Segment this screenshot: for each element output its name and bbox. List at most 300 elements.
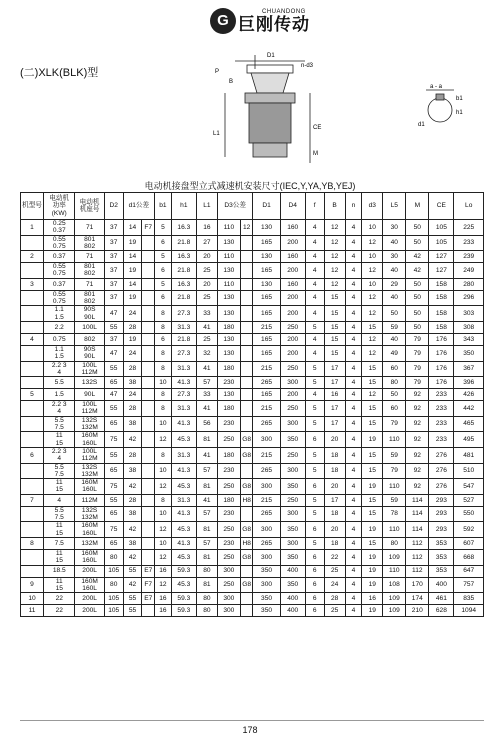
table-cell: 55 (104, 361, 123, 377)
table-cell: 233 (429, 432, 454, 448)
table-cell: 230 (217, 506, 240, 522)
table-cell: 5 (305, 416, 324, 432)
table-cell (21, 506, 44, 522)
table-cell: 42 (123, 522, 142, 538)
table-cell: 4 (305, 251, 324, 263)
table-cell: 15 (362, 377, 383, 389)
table-cell: 250 (280, 361, 305, 377)
table-cell: 12 (155, 549, 172, 565)
table-cell: 293 (429, 522, 454, 538)
table-cell: 250 (280, 447, 305, 463)
table-cell: 112 (406, 565, 429, 577)
table-cell: H8 (240, 537, 253, 549)
table-cell: 42 (123, 479, 142, 495)
header-frame: 电动机 机座号 (75, 193, 104, 220)
header-n: n (345, 193, 362, 220)
table-row (21, 235, 484, 251)
table-cell: 215 (253, 447, 280, 463)
table-cell: 12 (362, 345, 383, 361)
table-cell: F7 (142, 577, 155, 593)
table-cell: 0.37 (44, 278, 75, 290)
table-cell: 400 (429, 577, 454, 593)
table-cell: 426 (454, 389, 484, 401)
table-cell: 24 (123, 306, 142, 322)
table-cell: 21.8 (171, 290, 196, 306)
header-lo: Lo (454, 193, 484, 220)
table-cell (21, 565, 44, 577)
table-cell: 2.2 (44, 321, 75, 333)
table-cell: 109 (383, 593, 406, 605)
table-cell (21, 306, 44, 322)
table-cell: 41.3 (171, 537, 196, 549)
table-cell: 293 (429, 506, 454, 522)
table-cell: 300 (253, 549, 280, 565)
table-cell: 41.3 (171, 506, 196, 522)
table-row (21, 389, 484, 401)
table-cell: 4 (345, 416, 362, 432)
table-header-row (21, 193, 484, 220)
table-cell: 353 (429, 537, 454, 549)
table-cell: 1.1 1.5 (44, 306, 75, 322)
table-cell: 37 (104, 290, 123, 306)
table-cell: 510 (454, 463, 484, 479)
header-d2: D2 (104, 193, 123, 220)
label-p: P (215, 69, 220, 75)
table-cell: 45.3 (171, 577, 196, 593)
table-cell: 15 (362, 447, 383, 463)
table-cell: 300 (280, 377, 305, 389)
table-row (21, 333, 484, 345)
table-cell: 33 (196, 389, 217, 401)
table-cell (21, 432, 44, 448)
table-cell: 59.3 (171, 605, 196, 617)
table-cell: 265 (253, 537, 280, 549)
table-cell: 4 (345, 463, 362, 479)
table-cell (240, 565, 253, 577)
table-cell (240, 605, 253, 617)
table-cell: 92 (406, 463, 429, 479)
table-row (21, 251, 484, 263)
table-cell (142, 506, 155, 522)
table-cell (142, 333, 155, 345)
table-cell: 165 (253, 235, 280, 251)
table-cell: 75 (104, 522, 123, 538)
table-cell: E7 (142, 565, 155, 577)
table-cell: 12 (155, 522, 172, 538)
table-cell: 27.3 (171, 389, 196, 401)
table-cell: 130 (253, 251, 280, 263)
table-cell: 1.5 (44, 389, 75, 401)
table-cell (21, 290, 44, 306)
table-cell: 92 (406, 389, 429, 401)
table-cell: 481 (454, 447, 484, 463)
table-row (21, 321, 484, 333)
table-cell: 200 (280, 235, 305, 251)
table-cell: 250 (217, 432, 240, 448)
table-cell: 4 (345, 593, 362, 605)
table-cell: 92 (406, 432, 429, 448)
table-cell: 0.55 0.75 (44, 235, 75, 251)
table-cell: 75 (104, 479, 123, 495)
table-cell: 20 (324, 432, 345, 448)
table-cell: 28 (123, 321, 142, 333)
table-cell: G8 (240, 447, 253, 463)
table-cell (21, 345, 44, 361)
label-h1: h1 (456, 110, 463, 116)
table-cell: 132S 132M (75, 416, 104, 432)
table-cell: 607 (454, 537, 484, 549)
table-cell: 81 (196, 479, 217, 495)
table-cell: 4 (305, 235, 324, 251)
table-cell: 2.2 3 4 (44, 361, 75, 377)
table-cell: 71 (75, 278, 104, 290)
table-cell: 4 (345, 321, 362, 333)
table-cell: 250 (217, 479, 240, 495)
table-cell: 80 (104, 549, 123, 565)
table-cell: 4 (305, 220, 324, 236)
table-cell: 4 (44, 494, 75, 506)
table-cell: 80 (196, 565, 217, 577)
table-cell: 165 (253, 345, 280, 361)
table-cell: 250 (280, 321, 305, 333)
table-body (21, 220, 484, 617)
table-cell: 31.3 (171, 321, 196, 333)
table-cell: 200 (280, 306, 305, 322)
table-cell: 4 (345, 220, 362, 236)
table-cell: 8 (155, 321, 172, 333)
table-cell: 0.75 (44, 333, 75, 345)
table-cell: 38 (123, 506, 142, 522)
table-cell: 19 (362, 549, 383, 565)
table-cell: 16.3 (171, 278, 196, 290)
table-cell (142, 345, 155, 361)
table-cell (142, 432, 155, 448)
table-cell: 18 (324, 537, 345, 549)
table-cell: 4 (21, 333, 44, 345)
table-cell: 105 (429, 235, 454, 251)
table-cell: 300 (280, 463, 305, 479)
table-cell: 6 (305, 479, 324, 495)
table-cell: 50 (383, 306, 406, 322)
table-cell: 4 (345, 290, 362, 306)
table-cell: 250 (280, 494, 305, 506)
table-cell: 6 (305, 549, 324, 565)
table-cell: 5.5 7.5 (44, 506, 75, 522)
table-cell: 4 (345, 447, 362, 463)
table-cell: 59 (383, 494, 406, 506)
table-cell: 38 (123, 416, 142, 432)
table-cell: 65 (104, 537, 123, 549)
table-cell: 50 (406, 220, 429, 236)
table-cell: 17 (324, 361, 345, 377)
table-cell: 5 (305, 506, 324, 522)
table-cell: 19 (362, 522, 383, 538)
footer-rule (20, 720, 484, 721)
table-cell: 230 (217, 537, 240, 549)
table-cell: 59.3 (171, 565, 196, 577)
table-cell: 130 (217, 263, 240, 279)
table-row (21, 577, 484, 593)
label-a-a: a - a (430, 84, 443, 90)
table-cell: 15 (362, 463, 383, 479)
table-cell: 160M 160L (75, 432, 104, 448)
table-cell: 0.37 (44, 251, 75, 263)
table-cell: 250 (280, 401, 305, 417)
table-cell: 49 (383, 345, 406, 361)
table-cell: 18 (324, 463, 345, 479)
table-cell: 33 (196, 306, 217, 322)
table-cell: 130 (253, 220, 280, 236)
table-cell: 25 (196, 263, 217, 279)
table-cell: 6 (305, 565, 324, 577)
table-cell: 130 (217, 235, 240, 251)
table-cell: G8 (240, 549, 253, 565)
table-cell: 250 (217, 577, 240, 593)
table-cell: 250 (217, 522, 240, 538)
table-cell (240, 463, 253, 479)
table-cell: 12 (324, 263, 345, 279)
table-cell: 16 (155, 593, 172, 605)
table-cell (142, 263, 155, 279)
table-cell: 40 (383, 263, 406, 279)
table-cell: 22 (44, 593, 75, 605)
table-cell: 18.5 (44, 565, 75, 577)
table-cell: 835 (454, 593, 484, 605)
table-cell: 265 (253, 416, 280, 432)
table-cell: 15 (362, 401, 383, 417)
table-cell: 3 (21, 278, 44, 290)
table-cell: 15 (324, 333, 345, 345)
table-cell: 550 (454, 506, 484, 522)
table-cell (21, 401, 44, 417)
table-row (21, 361, 484, 377)
label-d1: D1 (267, 53, 275, 59)
model-title: (二)XLK(BLK)型 (20, 67, 99, 79)
table-cell: 47 (104, 306, 123, 322)
table-cell: 5 (305, 377, 324, 389)
table-cell: 16.3 (171, 220, 196, 236)
table-cell: 12 (155, 577, 172, 593)
table-cell: 28 (123, 447, 142, 463)
table-cell: 15 (362, 494, 383, 506)
table-cell: 81 (196, 522, 217, 538)
table-cell: 353 (429, 565, 454, 577)
label-l1: L1 (213, 131, 220, 137)
table-cell: 4 (345, 263, 362, 279)
table-cell: 130 (217, 306, 240, 322)
table-cell: 21.8 (171, 235, 196, 251)
table-cell: 45.3 (171, 549, 196, 565)
table-cell: 8 (155, 389, 172, 401)
table-cell: 40 (383, 333, 406, 345)
table-cell (240, 593, 253, 605)
table-cell: 647 (454, 565, 484, 577)
table-cell: 38 (123, 463, 142, 479)
table-cell: 6 (155, 333, 172, 345)
table-cell: 25 (324, 565, 345, 577)
table-cell: 110 (217, 220, 240, 236)
table-cell: 100L 112M (75, 447, 104, 463)
table-cell: 4 (345, 565, 362, 577)
table-cell: 180 (217, 494, 240, 506)
table-row (21, 278, 484, 290)
table-cell: 165 (253, 333, 280, 345)
table-cell: 12 (155, 479, 172, 495)
table-cell (240, 235, 253, 251)
table-cell: 8 (155, 447, 172, 463)
table-cell: 31.3 (171, 447, 196, 463)
table-cell: 12 (324, 220, 345, 236)
table-cell: 110 (383, 479, 406, 495)
table-cell (240, 345, 253, 361)
table-cell: 112 (406, 549, 429, 565)
table-cell: 353 (429, 549, 454, 565)
table-cell (21, 416, 44, 432)
table-row (21, 432, 484, 448)
table-row (21, 416, 484, 432)
table-cell: 8 (155, 306, 172, 322)
table-cell: 200 (280, 333, 305, 345)
table-cell: 19 (362, 432, 383, 448)
table-cell: 17 (324, 494, 345, 506)
table-cell: 12 (362, 389, 383, 401)
table-cell: 233 (454, 235, 484, 251)
table-cell: 11 15 (44, 522, 75, 538)
table-cell: H8 (240, 494, 253, 506)
shaft-section-drawing (410, 80, 470, 140)
table-cell: 0.55 0.75 (44, 290, 75, 306)
table-cell: 6 (305, 522, 324, 538)
header-d3: d3 (362, 193, 383, 220)
header-b: B (324, 193, 345, 220)
table-cell: 80 (383, 377, 406, 389)
table-cell: 16 (155, 565, 172, 577)
table-cell (240, 416, 253, 432)
table-cell: 4 (345, 251, 362, 263)
table-cell: 29 (383, 278, 406, 290)
header-l1: L1 (196, 193, 217, 220)
table-cell: 56 (196, 416, 217, 432)
table-cell: 57 (196, 537, 217, 549)
table-cell: 10 (155, 506, 172, 522)
table-cell: 10 (155, 463, 172, 479)
table-cell: 45.3 (171, 432, 196, 448)
table-cell: 4 (345, 605, 362, 617)
table-cell: 27.3 (171, 306, 196, 322)
table-cell: 160M 160L (75, 522, 104, 538)
table-cell: 41 (196, 401, 217, 417)
table-cell: 45.3 (171, 522, 196, 538)
table-cell: 5 (305, 401, 324, 417)
table-cell: 4 (305, 306, 324, 322)
table-cell: 200L (75, 593, 104, 605)
table-cell: 5 (305, 361, 324, 377)
table-cell (142, 447, 155, 463)
table-cell: 71 (75, 251, 104, 263)
table-cell: 300 (280, 537, 305, 549)
table-cell: 55 (123, 565, 142, 577)
table-cell: 6 (155, 235, 172, 251)
table-cell: 4 (345, 577, 362, 593)
table-cell: 25 (196, 333, 217, 345)
table-cell: 75 (104, 432, 123, 448)
table-cell: 350 (253, 565, 280, 577)
table-cell: 19 (123, 333, 142, 345)
table-cell (21, 321, 44, 333)
table-cell: 100L (75, 321, 104, 333)
table-cell: 15 (324, 306, 345, 322)
header-h1: h1 (171, 193, 196, 220)
table-cell: 5.5 (44, 377, 75, 389)
table-cell: 668 (454, 549, 484, 565)
table-cell: 165 (253, 306, 280, 322)
table-cell: 92 (406, 479, 429, 495)
table-cell: 50 (383, 389, 406, 401)
table-cell: 176 (429, 361, 454, 377)
table-cell: 28 (123, 401, 142, 417)
table-cell: 495 (454, 432, 484, 448)
label-m: M (313, 151, 318, 157)
table-cell: 4 (305, 345, 324, 361)
table-cell: 4 (345, 537, 362, 549)
table-cell (240, 321, 253, 333)
table-cell: 5 (155, 251, 172, 263)
table-cell: 105 (104, 593, 123, 605)
table-cell (240, 389, 253, 401)
table-cell: 1094 (454, 605, 484, 617)
table-cell: 233 (429, 401, 454, 417)
table-cell: 165 (253, 389, 280, 401)
table-cell: 4 (345, 235, 362, 251)
table-cell: 12 (240, 220, 253, 236)
table-cell: 132S (75, 377, 104, 389)
table-cell: 19 (362, 479, 383, 495)
table-cell (142, 251, 155, 263)
table-cell: 160M 160L (75, 577, 104, 593)
table-cell: 10 (362, 220, 383, 236)
table-cell: 30 (383, 251, 406, 263)
table-cell: 50 (406, 290, 429, 306)
table-cell: 16.3 (171, 251, 196, 263)
table-cell: 21.8 (171, 263, 196, 279)
table-cell: 18 (324, 506, 345, 522)
table-cell: 22 (44, 605, 75, 617)
table-cell: 19 (123, 235, 142, 251)
table-cell: 31.3 (171, 361, 196, 377)
table-cell: 55 (104, 401, 123, 417)
table-cell (142, 401, 155, 417)
header-b1: b1 (155, 193, 172, 220)
table-cell (240, 506, 253, 522)
table-cell (142, 235, 155, 251)
table-cell: 350 (280, 577, 305, 593)
table-cell: 37 (104, 251, 123, 263)
table-cell: 65 (104, 506, 123, 522)
table-cell: 14 (123, 220, 142, 236)
table-cell: 132S 132M (75, 463, 104, 479)
table-cell (21, 361, 44, 377)
table-cell: 10 (155, 537, 172, 549)
table-cell: 114 (406, 506, 429, 522)
table-cell: 200 (280, 389, 305, 401)
table-cell: 132S 132M (75, 506, 104, 522)
table-cell: 38 (123, 377, 142, 389)
table-cell: 105 (104, 565, 123, 577)
table-cell: 50 (406, 278, 429, 290)
table-cell: 11 15 (44, 479, 75, 495)
table-cell: 276 (429, 479, 454, 495)
table-cell: 11 15 (44, 577, 75, 593)
